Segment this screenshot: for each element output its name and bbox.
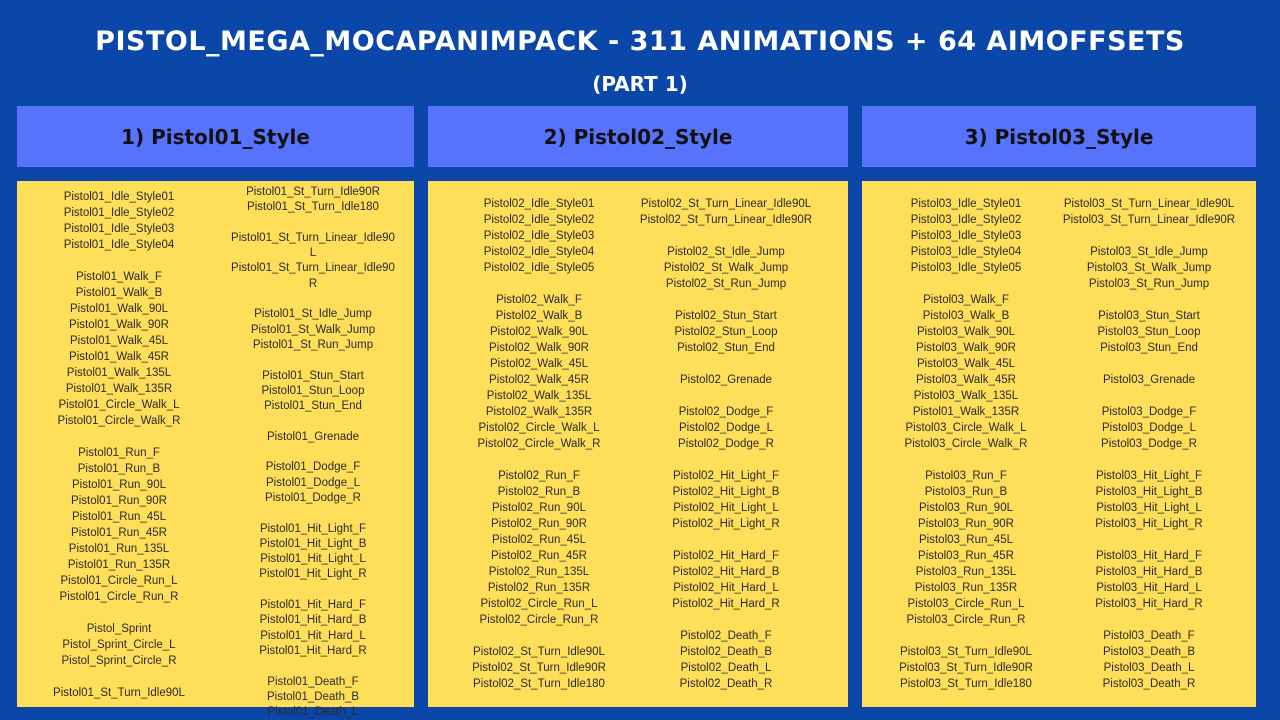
animation-name: Pistol03_Hit_Light_F [1095,470,1203,482]
animation-name: Pistol03_Walk_90L [916,326,1016,338]
animation-name: Pistol03_Run_45L [919,534,1013,546]
list-spacer [626,356,826,372]
animation-name: Pistol03_Walk_45L [916,358,1016,370]
animation-name: Pistol02_Run_45L [492,534,586,546]
animation-name: Pistol02_Walk_135L [486,390,592,402]
animation-name: Pistol02_Stun_Loop [674,326,778,338]
list-spacer [626,452,826,468]
animation-name: Pistol01_Run_F [78,447,160,459]
animation-name: Pistol01_Hit_Light_F [259,522,367,535]
animation-name: Pistol03_St_Turn_Linear_Idle90R [1062,214,1236,226]
animation-name: Pistol02_Dodge_L [679,422,773,434]
animation-name: Pistol01_Walk_135R [912,406,1020,418]
animation-panel-pistol02 [428,181,848,707]
animation-name: Pistol03_Idle_Style02 [910,214,1022,226]
animation-name: Pistol01_Hit_Hard_L [260,629,366,642]
animation-name: Pistol01_Run_90R [71,495,167,507]
animation-name: R [308,277,318,290]
animation-list-column [1049,196,1249,692]
animation-name: Pistol01_Walk_90L [69,303,169,315]
animation-name: Pistol01_Walk_90R [69,319,169,331]
animation-name: Pistol03_Run_B [924,486,1008,498]
animation-name: Pistol03_Walk_45R [916,374,1016,386]
animation-name: Pistol03_Idle_Style01 [910,198,1022,210]
animation-name: Pistol02_Hit_Light_B [672,486,780,498]
animation-name: Pistol03_Run_90R [918,518,1014,530]
animation-name: Pistol03_St_Idle_Jump [1090,246,1208,258]
list-spacer [1049,612,1249,628]
list-spacer [626,292,826,308]
animation-name: Pistol02_St_Turn_Idle90L [473,646,605,658]
animation-name: Pistol03_Dodge_L [1102,422,1196,434]
list-spacer [439,452,639,468]
animation-name: Pistol02_Circle_Walk_L [478,422,600,434]
animation-name: Pistol01_Run_B [77,463,161,475]
animation-name: Pistol03_Run_F [925,470,1007,482]
animation-name: Pistol03_St_Turn_Idle90L [900,646,1032,658]
animation-name: Pistol01_St_Turn_Linear_Idle90 [231,231,395,244]
list-spacer [213,413,413,428]
animation-name: Pistol02_St_Turn_Idle90R [472,662,606,674]
animation-name: Pistol03_Hit_Light_B [1095,486,1203,498]
animation-name: Pistol_Sprint_Circle_R [61,655,177,667]
animation-name: Pistol01_Dodge_F [265,461,361,474]
animation-name: Pistol03_Hit_Hard_B [1095,566,1203,578]
animation-name: Pistol01_St_Turn_Idle90R [246,186,380,198]
animation-name: Pistol_Sprint [86,623,152,635]
animation-name: Pistol03_St_Walk_Jump [1086,262,1212,274]
animation-name: Pistol01_St_Turn_Linear_Idle90 [231,262,395,275]
list-spacer [866,628,1066,644]
animation-name: Pistol03_Idle_Style04 [910,246,1022,258]
animation-name: Pistol_Sprint_Circle_L [62,639,176,651]
animation-name: Pistol02_Circle_Run_L [480,598,598,610]
animation-name: Pistol03_Circle_Run_L [907,598,1025,610]
animation-name: Pistol03_Run_90L [919,502,1013,514]
list-spacer [19,605,219,621]
animation-name: Pistol03_Dodge_R [1101,438,1197,450]
animation-name: Pistol01_Walk_135L [66,367,172,379]
list-spacer [626,612,826,628]
list-spacer [866,452,1066,468]
animation-name: Pistol01_Run_135R [67,559,171,571]
animation-name: Pistol01_Run_90L [72,479,166,491]
animation-name: Pistol03_Walk_F [923,294,1009,306]
animation-name: Pistol01_Death_L [267,706,359,719]
animation-name: Pistol01_Stun_Loop [261,384,365,397]
animation-name: Pistol02_Dodge_F [678,406,774,418]
list-spacer [213,352,413,367]
animation-name: Pistol01_Stun_Start [262,369,364,382]
animation-name: Pistol02_St_Idle_Jump [667,246,785,258]
list-spacer [213,658,413,673]
animation-name: Pistol02_Idle_Style03 [483,230,595,242]
animation-name: Pistol01_Idle_Style02 [63,207,175,219]
animation-name: Pistol01_Run_135L [68,543,170,555]
animation-name: Pistol01_Walk_135R [65,383,173,395]
list-spacer [626,532,826,548]
animation-name: Pistol01_Grenade [266,430,360,443]
animation-name: Pistol02_Death_R [679,678,773,690]
animation-name: Pistol03_St_Run_Jump [1088,278,1210,290]
animation-name: Pistol02_Hit_Light_L [673,502,779,514]
animation-name: Pistol02_Run_F [498,470,580,482]
list-spacer [866,276,1066,292]
animation-name: Pistol03_Circle_Run_R [906,614,1026,626]
animation-name: Pistol02_St_Walk_Jump [663,262,789,274]
animation-name: Pistol03_Hit_Hard_L [1096,582,1202,594]
list-spacer [626,228,826,244]
animation-name: Pistol03_Hit_Light_R [1095,518,1203,530]
animation-name: Pistol01_Hit_Hard_R [259,644,367,657]
animation-name: Pistol01_Hit_Light_L [260,553,366,566]
list-spacer [1049,452,1249,468]
animation-name: Pistol02_Idle_Style04 [483,246,595,258]
animation-name: Pistol01_Hit_Hard_F [259,599,367,612]
animation-name: Pistol02_Death_F [680,630,772,642]
animation-name: Pistol01_Idle_Style04 [63,239,175,251]
animation-name: L [309,247,317,260]
animation-name: Pistol02_Walk_F [496,294,582,306]
animation-name: Pistol03_Death_R [1102,678,1196,690]
animation-name: Pistol02_Grenade [679,374,773,386]
animation-name: Pistol01_Death_F [267,675,359,688]
animation-name: Pistol01_St_Idle_Jump [254,308,372,321]
animation-name: Pistol02_Walk_45R [489,374,589,386]
animation-name: Pistol01_Walk_F [76,271,162,283]
animation-name: Pistol03_Walk_90R [916,342,1016,354]
animation-list-column [19,189,219,701]
animation-name: Pistol03_St_Turn_Linear_Idle90L [1063,198,1235,210]
animation-name: Pistol02_Walk_B [495,310,583,322]
animation-name: Pistol03_Circle_Walk_R [904,438,1028,450]
list-spacer [19,669,219,685]
animation-name: Pistol02_Circle_Run_R [479,614,599,626]
animation-name: Pistol01_Hit_Light_R [259,568,367,581]
list-spacer [1049,356,1249,372]
animation-name: Pistol03_Death_F [1103,630,1195,642]
animation-name: Pistol03_Idle_Style03 [910,230,1022,242]
list-spacer [19,253,219,269]
page-subtitle: (PART 1) [592,72,688,96]
animation-name: Pistol02_Hit_Hard_L [673,582,779,594]
animation-list-column [866,196,1066,692]
animation-name: Pistol01_St_Run_Jump [252,338,374,351]
list-spacer [19,429,219,445]
animation-name: Pistol02_Dodge_R [678,438,774,450]
animation-name: Pistol03_Stun_Loop [1097,326,1201,338]
style-header-pistol02: 2) Pistol02_Style [428,106,848,167]
animation-name: Pistol01_Hit_Hard_B [259,614,367,627]
style-header-pistol03: 3) Pistol03_Style [862,106,1256,167]
animation-name: Pistol01_Hit_Light_B [259,537,367,550]
animation-name: Pistol02_Walk_135R [485,406,593,418]
list-spacer [213,582,413,597]
animation-name: Pistol01_Dodge_R [265,491,361,504]
animation-name: Pistol02_Run_90R [491,518,587,530]
list-spacer [213,444,413,459]
animation-name: Pistol02_St_Turn_Linear_Idle90L [640,198,812,210]
animation-name: Pistol02_Hit_Hard_F [672,550,780,562]
animation-name: Pistol03_Hit_Hard_F [1095,550,1203,562]
list-spacer [626,388,826,404]
animation-name: Pistol03_Hit_Hard_R [1095,598,1203,610]
animation-list-column [626,196,826,692]
animation-name: Pistol02_Hit_Light_R [672,518,780,530]
animation-name: Pistol02_Walk_45L [489,358,589,370]
animation-name: Pistol03_Run_135L [915,566,1017,578]
animation-name: Pistol02_Circle_Walk_R [477,438,601,450]
animation-name: Pistol02_St_Turn_Idle180 [473,678,605,690]
animation-name: Pistol01_Idle_Style03 [63,223,175,235]
animation-name: Pistol03_Run_135R [914,582,1018,594]
animation-name: Pistol02_Run_45R [491,550,587,562]
animation-name: Pistol02_Hit_Light_F [672,470,780,482]
animation-name: Pistol01_Dodge_L [266,476,360,489]
animation-name: Pistol01_Circle_Run_L [60,575,178,587]
animation-name: Pistol03_Death_L [1103,662,1195,674]
animation-name: Pistol03_St_Turn_Idle180 [900,678,1032,690]
animation-name: Pistol03_Hit_Light_L [1096,502,1202,514]
page-title: PISTOL_MEGA_MOCAPANIMPACK - 311 ANIMATIONS + 64 AIMOFFSETS [95,26,1185,57]
animation-name: Pistol02_Idle_Style02 [483,214,595,226]
animation-panel-pistol01 [17,181,414,719]
animation-name: Pistol01_Death_B [266,690,360,703]
animation-panel-pistol03 [862,181,1256,707]
animation-name: Pistol01_Walk_45R [69,351,169,363]
animation-name: Pistol01_Circle_Walk_L [58,399,180,411]
animation-name: Pistol02_Stun_End [677,342,775,354]
list-spacer [213,215,413,230]
animation-name: Pistol01_St_Turn_Idle180 [247,201,379,214]
animation-name: Pistol02_Run_135R [487,582,591,594]
animation-name: Pistol03_St_Turn_Idle90R [899,662,1033,674]
animation-name: Pistol02_Walk_90R [489,342,589,354]
animation-name: Pistol02_Idle_Style01 [483,198,595,210]
animation-name: Pistol01_Run_45R [71,527,167,539]
animation-name: Pistol03_Walk_B [922,310,1010,322]
animation-name: Pistol01_Idle_Style01 [63,191,175,203]
style-header-pistol01: 1) Pistol01_Style [17,106,414,167]
list-spacer [439,628,639,644]
animation-name: Pistol02_Walk_90L [489,326,589,338]
animation-name: Pistol01_St_Walk_Jump [250,323,376,336]
animation-name: Pistol02_Idle_Style05 [483,262,595,274]
animation-name: Pistol02_St_Run_Jump [665,278,787,290]
animation-name: Pistol03_Idle_Style05 [910,262,1022,274]
list-spacer [1049,228,1249,244]
animation-name: Pistol02_Death_L [680,662,772,674]
list-spacer [1049,532,1249,548]
animation-name: Pistol03_Circle_Walk_L [905,422,1027,434]
list-spacer [1049,388,1249,404]
animation-name: Pistol01_Walk_B [75,287,163,299]
animation-name: Pistol01_Run_45L [72,511,166,523]
animation-name: Pistol02_Death_B [679,646,773,658]
list-spacer [439,276,639,292]
list-spacer [213,505,413,520]
list-spacer [1049,292,1249,308]
animation-name: Pistol02_Run_B [497,486,581,498]
animation-name: Pistol02_Hit_Hard_B [672,566,780,578]
animation-name: Pistol01_Stun_End [264,400,362,413]
animation-name: Pistol02_Run_135L [488,566,590,578]
animation-name: Pistol02_Stun_Start [675,310,777,322]
animation-name: Pistol03_Death_B [1102,646,1196,658]
animation-name: Pistol03_Stun_Start [1098,310,1200,322]
animation-name: Pistol01_Circle_Run_R [59,591,179,603]
animation-name: Pistol03_Grenade [1102,374,1196,386]
animation-name: Pistol02_Hit_Hard_R [672,598,780,610]
animation-name: Pistol02_St_Turn_Linear_Idle90R [639,214,813,226]
animation-name: Pistol03_Stun_End [1100,342,1198,354]
animation-name: Pistol01_Circle_Walk_R [57,415,181,427]
animation-name: Pistol03_Walk_135L [913,390,1019,402]
animation-list-column [213,184,413,719]
animation-list-column [439,196,639,692]
animation-name: Pistol02_Run_90L [492,502,586,514]
animation-name: Pistol01_Walk_45L [69,335,169,347]
list-spacer [213,291,413,306]
animation-name: Pistol03_Run_45R [918,550,1014,562]
animation-name: Pistol01_St_Turn_Idle90L [53,687,185,699]
animation-name: Pistol03_Dodge_F [1101,406,1197,418]
